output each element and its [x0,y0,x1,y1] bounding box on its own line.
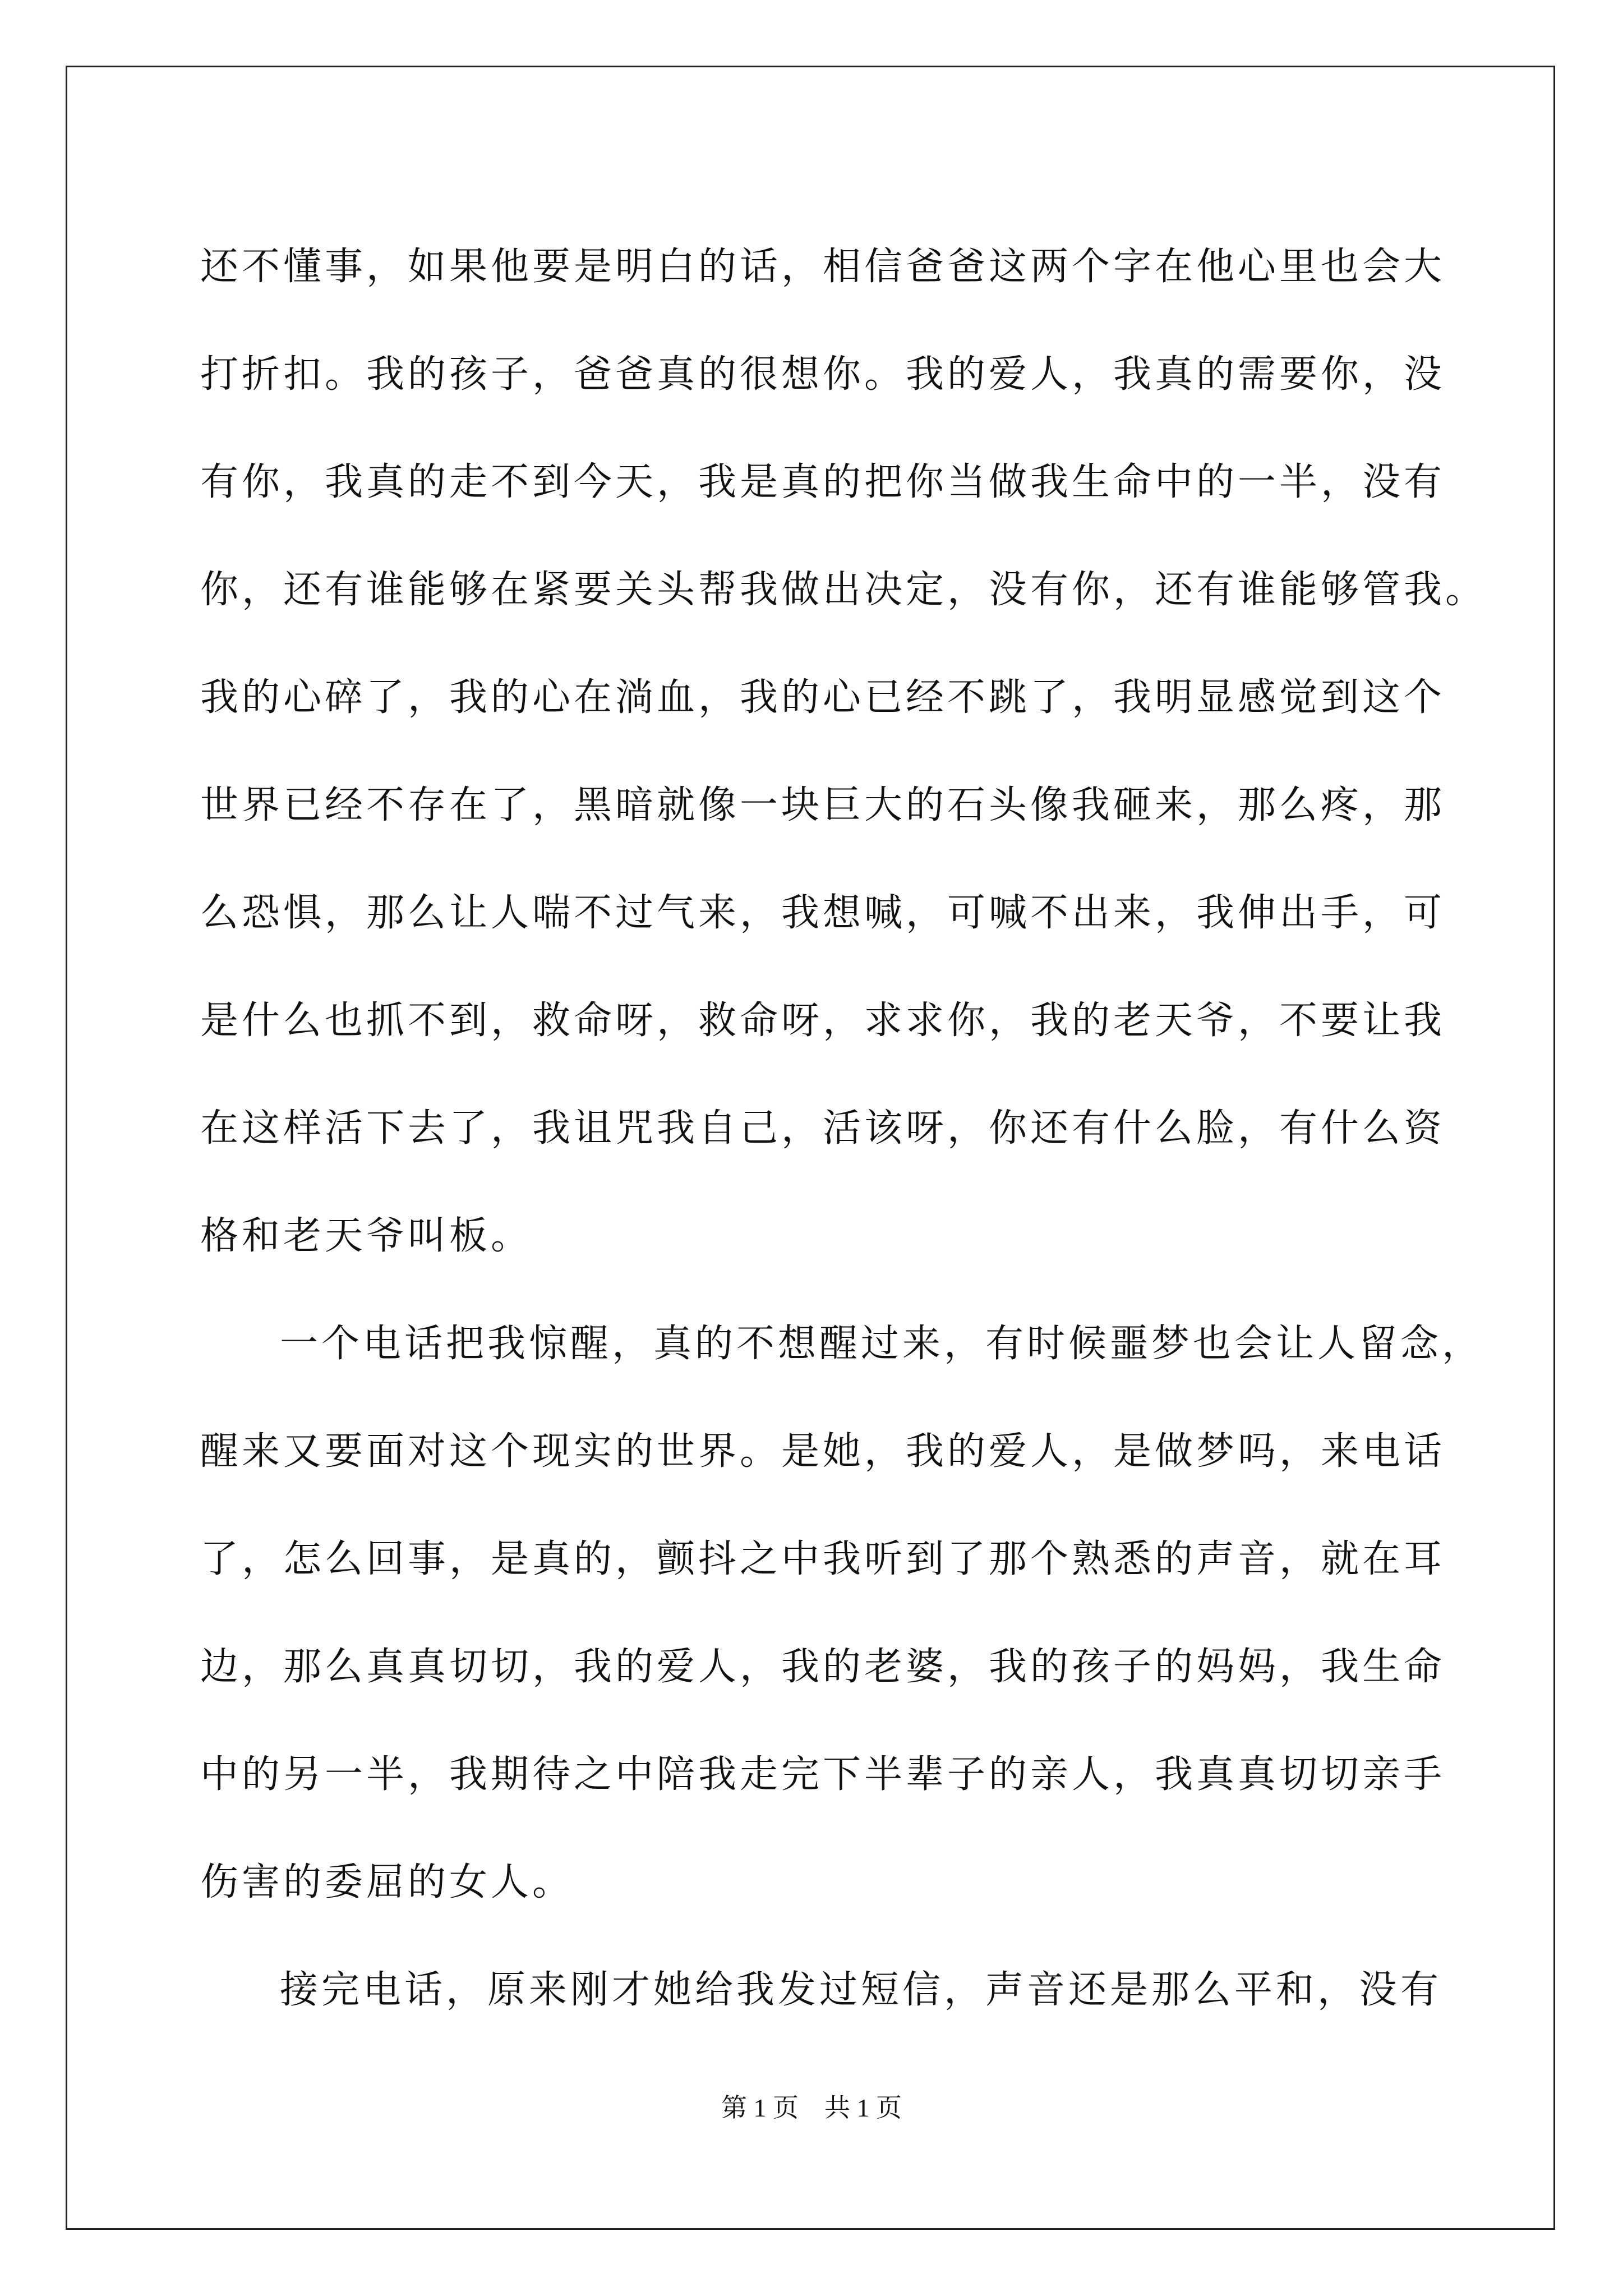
paragraph-1-line-4: 你，还有谁能够在紧要关头帮我做出决定，没有你，还有谁能够管我。 [200,568,1487,612]
paragraph-1-line-7: 么恐惧，那么让人喘不过气来，我想喊，可喊不出来，我伸出手，可 [200,891,1446,935]
paragraph-2-line-5: 中的另一半，我期待之中陪我走完下半辈子的亲人，我真真切切亲手 [200,1752,1446,1797]
paragraph-1-line-3: 有你，我真的走不到今天，我是真的把你当做我生命中的一半，没有 [200,460,1446,504]
paragraph-2-line-2: 醒来又要面对这个现实的世界。是她，我的爱人，是做梦吗，来电话 [200,1429,1446,1474]
paragraph-1-line-6: 世界已经不存在了，黑暗就像一块巨大的石头像我砸来，那么疼，那 [200,783,1446,827]
paragraph-2-line-4: 边，那么真真切切，我的爱人，我的老婆，我的孩子的妈妈，我生命 [200,1645,1446,1689]
paragraph-1-line-8: 是什么也抓不到，救命呀，救命呀，求求你，我的老天爷，不要让我 [200,999,1446,1043]
paragraph-2-line-1: 一个电话把我惊醒，真的不想醒过来，有时候噩梦也会让人留念， [280,1322,1484,1366]
paragraph-1-line-10: 格和老天爷叫板。 [200,1214,533,1258]
paragraph-1-line-9: 在这样活下去了，我诅咒我自己，活该呀，你还有什么脸，有什么资 [200,1106,1446,1151]
paragraph-1-line-5: 我的心碎了，我的心在淌血，我的心已经不跳了，我明显感觉到这个 [200,675,1446,720]
page-number-footer: 第 1 页 共 1 页 [721,2093,902,2122]
paragraph-1-line-1: 还不懂事，如果他要是明白的话，相信爸爸这两个字在他心里也会大 [200,245,1446,289]
paragraph-3-line-1: 接完电话，原来刚才她给我发过短信，声音还是那么平和，没有 [280,1968,1442,2012]
document-body [200,213,1487,2044]
paragraph-2-line-3: 了，怎么回事，是真的，颤抖之中我听到了那个熟悉的声音，就在耳 [200,1537,1446,1581]
paragraph-1-line-2: 打折扣。我的孩子，爸爸真的很想你。我的爱人，我真的需要你，没 [200,352,1446,397]
paragraph-2-line-6: 伤害的委屈的女人。 [200,1860,574,1904]
